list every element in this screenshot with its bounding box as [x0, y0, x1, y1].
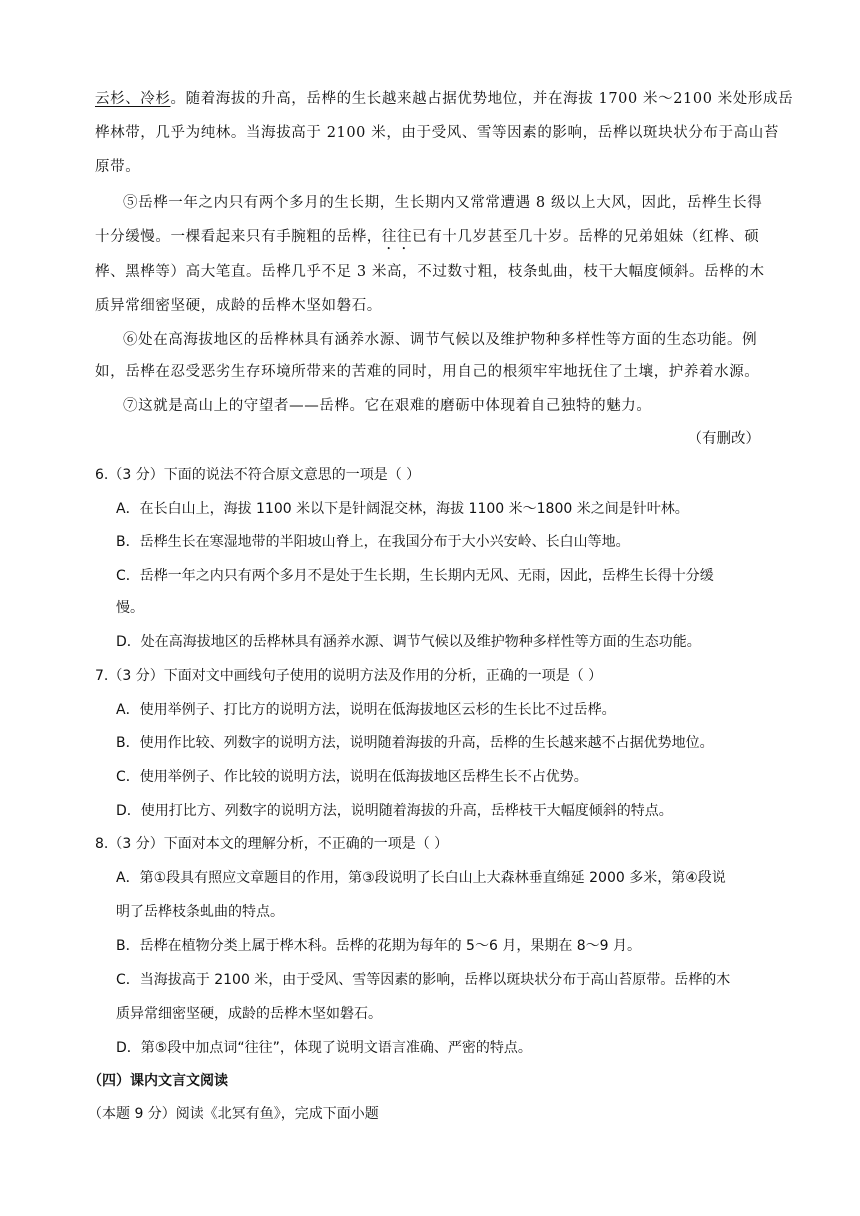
passage-p5-line1: ⑤岳桦一年之内只有两个多月的生长期，生长期内又常常遭遇 8 级以上大风，因此，岳桦生长得 [123, 195, 763, 211]
question-6-option-a: A．在长白山上，海拔 1100 米以下是针阔混交林，海拔 1100 米～1800 米之间是针叶林。 [116, 501, 689, 517]
question-6-option-d: D．处在高海拔地区的岳桦林具有涵养水源、调节气候以及维护物种多样性等方面的生态功能。 [116, 634, 701, 650]
question-6-option-c: C．岳桦一年之内只有两个多月不是处于生长期，生长期内无风、无雨，因此，岳桦生长得十分缓 [116, 568, 714, 584]
question-8-option-c-cont: 质异常细密坚硬，成龄的岳桦木坚如磐石。 [116, 1006, 382, 1022]
passage-p5-line2: 十分缓慢。一棵看起来只有手腕粗的岳桦，往往已有十几岁甚至几十岁。岳桦的兄弟姐妹（红桦、硕 [95, 229, 760, 245]
passage-p5-line3: 桦、黑桦等）高大笔直。岳桦几乎不足 3 米高，不过数寸粗，枝条虬曲，枝干大幅度倾斜。岳桦的木 [95, 264, 765, 280]
passage-p4-line3: 原带。 [95, 159, 141, 175]
passage-p4-line1: 云杉、冷杉。随着海拔的升高，岳桦的生长越来越占据优势地位，并在海拔 1700 米～2100 米处形成岳 [95, 91, 794, 107]
question-7-option-b: B．使用作比较、列数字的说明方法，说明随着海拔的升高，岳桦的生长越来越不占据优势地位。 [116, 735, 714, 751]
section-4-heading: （四）课内文言文阅读 [88, 1073, 228, 1089]
question-7-option-c: C．使用举例子、作比较的说明方法，说明在低海拔地区岳桦生长不占优势。 [116, 769, 588, 785]
dotted-word: 往往 [381, 229, 413, 245]
passage-p6-line2: 如，岳桦在忍受恶劣生存环境所带来的苦难的同时，用自己的根须牢牢地抚住了土壤，护养着水源。 [95, 364, 760, 380]
question-8-option-d: D．第⑤段中加点词“往往”，体现了说明文语言准确、严密的特点。 [116, 1040, 532, 1056]
question-6-option-c-cont: 慢。 [116, 600, 144, 616]
question-6-stem: 6.（3 分）下面的说法不符合原文意思的一项是（ ） [95, 467, 421, 483]
question-8-option-c: C．当海拔高于 2100 米，由于受风、雪等因素的影响，岳桦以斑块状分布于高山苔原带。岳桦的木 [116, 972, 731, 988]
source-note: （有删改） [687, 431, 760, 447]
question-7-option-d: D．使用打比方、列数字的说明方法，说明随着海拔的升高，岳桦枝干大幅度倾斜的特点。 [116, 803, 673, 819]
passage-p5-line4: 质异常细密坚硬，成龄的岳桦木坚如磐石。 [95, 298, 382, 314]
question-8-option-a-cont: 明了岳桦枝条虬曲的特点。 [116, 904, 284, 920]
passage-p7-line1: ⑦这就是高山上的守望者——岳桦。它在艰难的磨砺中体现着自己独特的魅力。 [123, 398, 652, 414]
question-7-option-a: A．使用举例子、打比方的说明方法，说明在低海拔地区云杉的生长比不过岳桦。 [116, 702, 616, 718]
passage-p6-line1: ⑥处在高海拔地区的岳桦林具有涵养水源、调节气候以及维护物种多样性等方面的生态功能。例 [123, 332, 758, 348]
underlined-sentence: 云杉、冷杉 [95, 91, 171, 107]
question-8-option-b: B．岳桦在植物分类上属于桦木科。岳桦的花期为每年的 5～6 月，果期在 8～9 月。 [116, 938, 642, 954]
question-8-stem: 8.（3 分）下面对本文的理解分析，不正确的一项是（ ） [95, 836, 449, 852]
question-6-option-b: B．岳桦生长在寒湿地带的半阳坡山脊上，在我国分布于大小兴安岭、长白山等地。 [116, 534, 630, 550]
section-4-intro: （本题 9 分）阅读《北冥有鱼》，完成下面小题 [88, 1106, 379, 1122]
question-8-option-a: A．第①段具有照应文章题目的作用，第③段说明了长白山上大森林垂直绵延 2000 多米，第④段说 [116, 870, 726, 886]
question-7-stem: 7.（3 分）下面对文中画线句子使用的说明方法及作用的分析，正确的一项是（ ） [95, 668, 603, 684]
passage-p4-line2: 桦林带，几乎为纯林。当海拔高于 2100 米，由于受风、雪等因素的影响，岳桦以斑块状分布于高山苔 [95, 125, 779, 141]
